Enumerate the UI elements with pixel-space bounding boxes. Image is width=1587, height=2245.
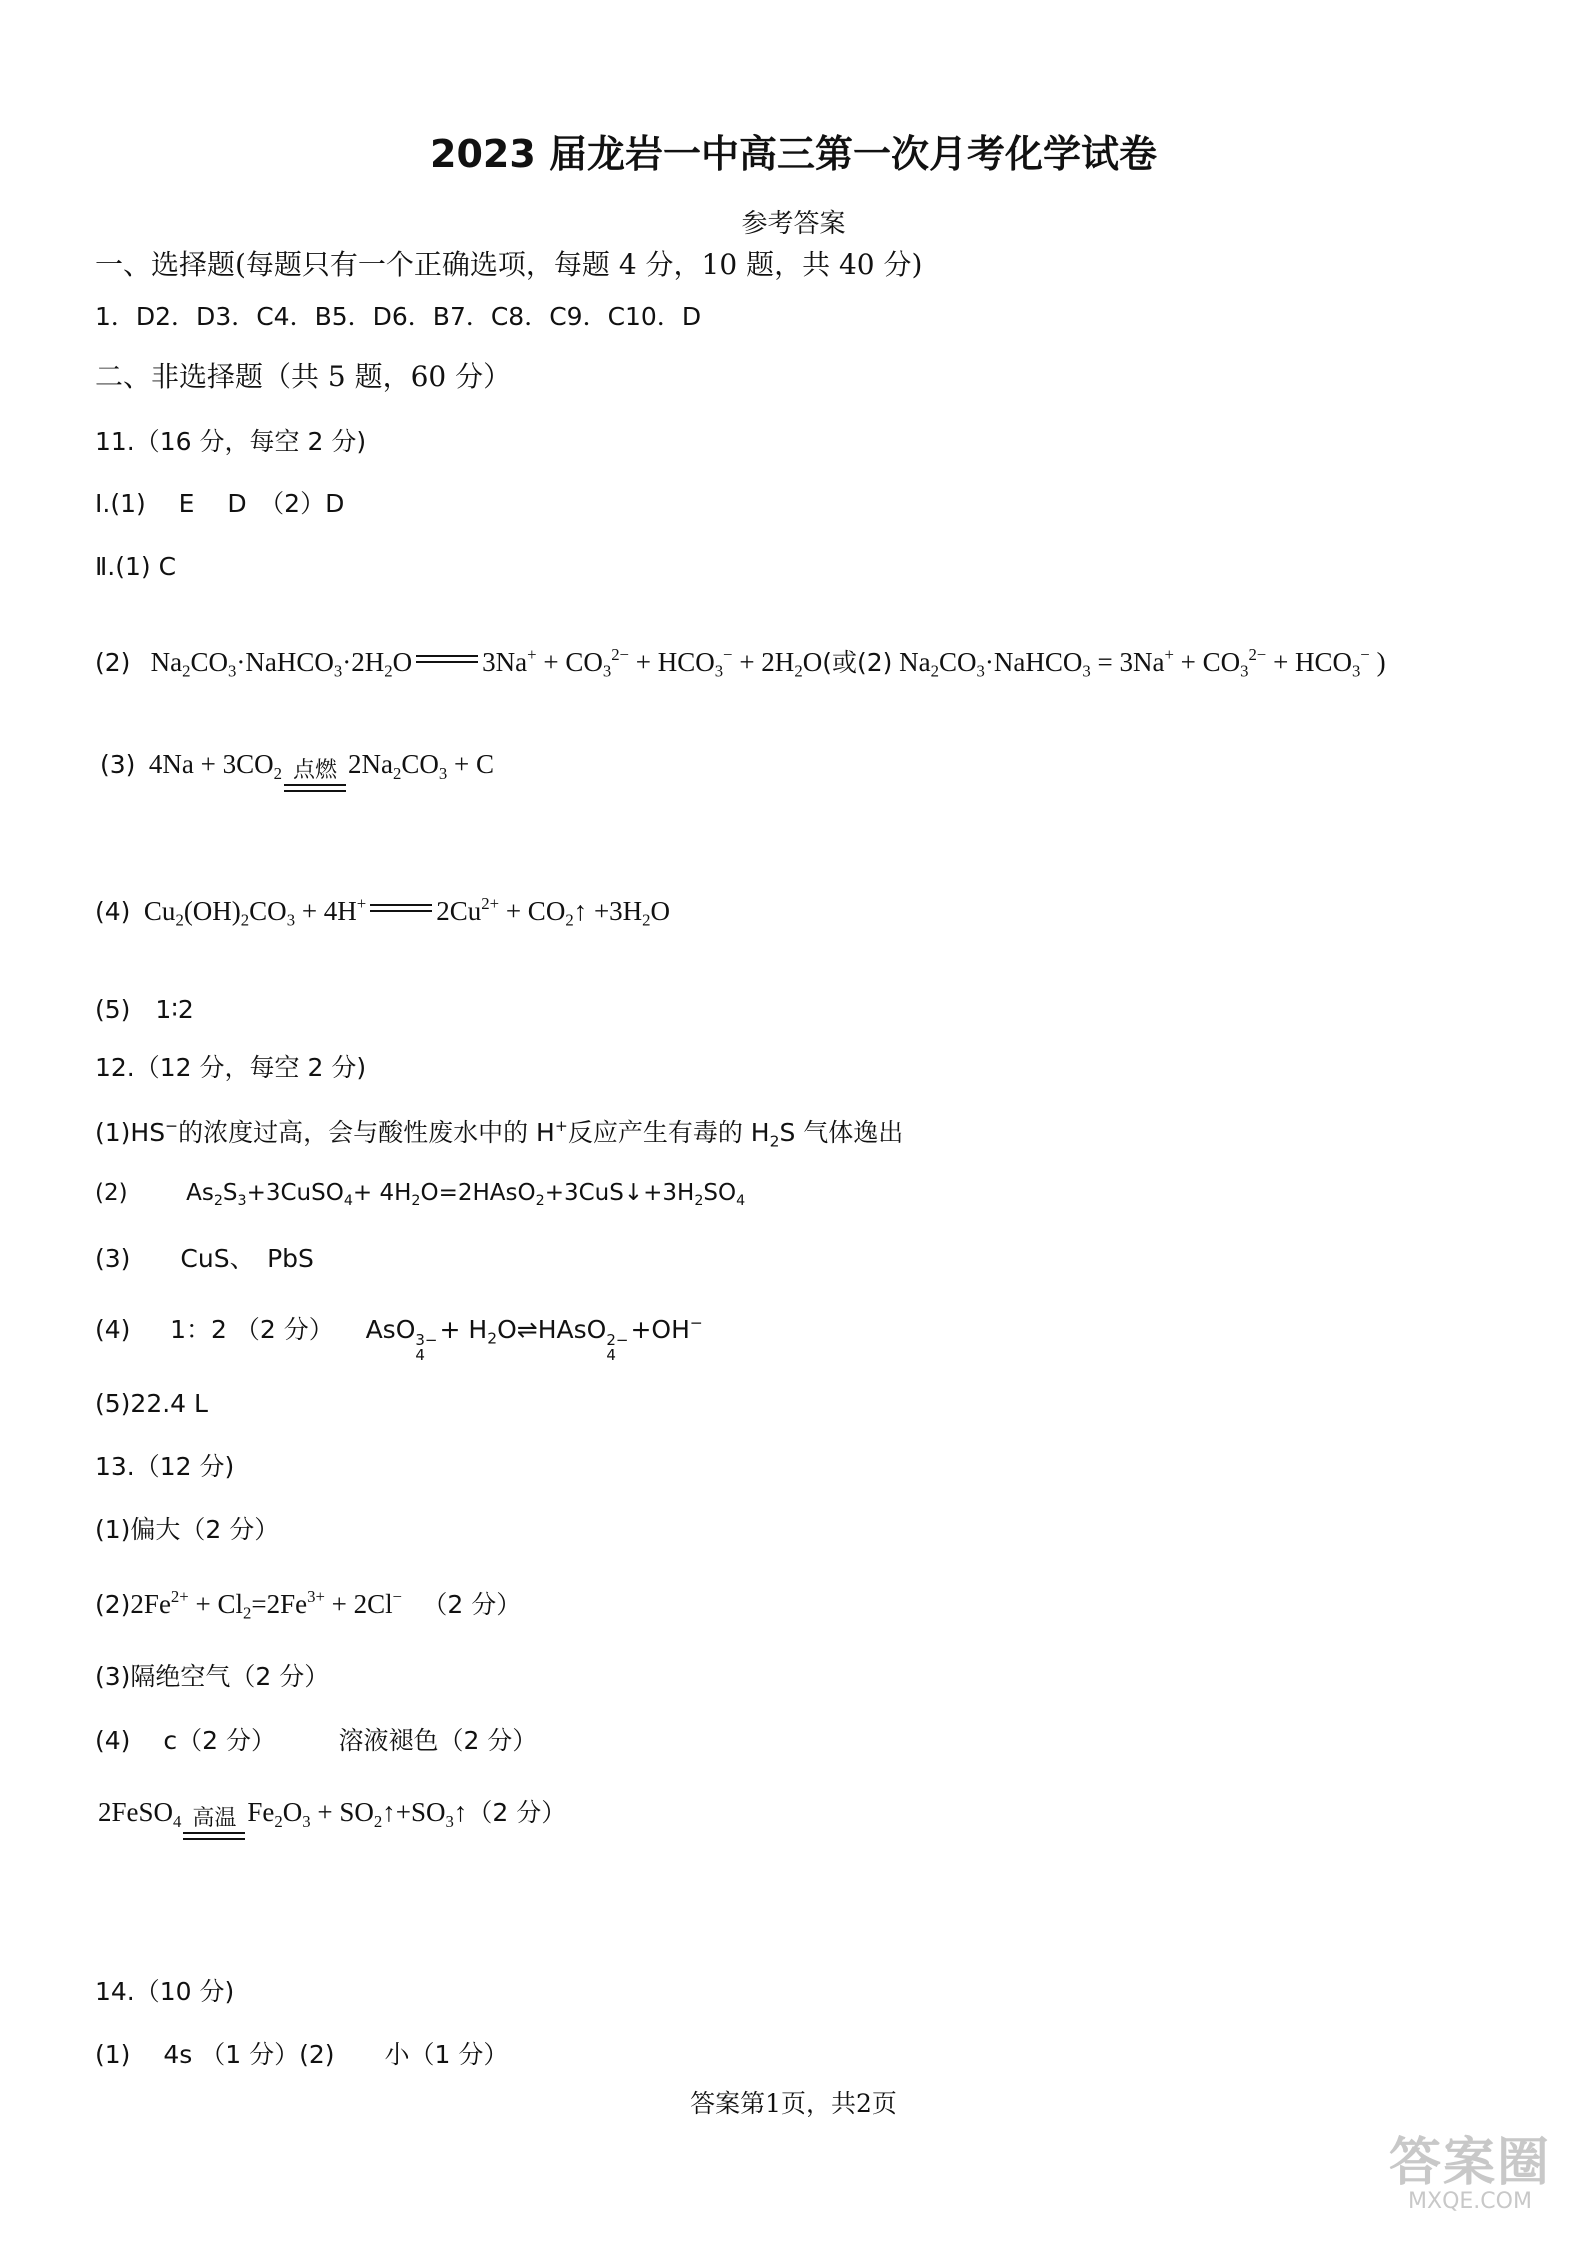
q13-equation-5: 2FeSO$_4$ 高温 $Fe_2O_3$ + $SO_2↑+SO_3↑(2$ 分） bbox=[98, 1798, 566, 1840]
q12-l1c: 反应产生有毒的 H bbox=[567, 1118, 770, 1148]
watermark-logo bbox=[1365, 2133, 1575, 2237]
mc-answers: 1．D2．D3．C4．B5．D6．B7．C8．C9．C10．D bbox=[95, 302, 702, 331]
q11-eq2-label: (2) bbox=[95, 647, 131, 677]
q12-eq4-label: (4) bbox=[95, 1315, 131, 1345]
watermark-text: 答案圈 bbox=[1388, 2133, 1551, 2193]
q11-part1: Ⅰ.(1) E D （2）D bbox=[95, 489, 345, 518]
q11-eq4-label: (4) bbox=[95, 896, 131, 926]
q11-equation-3: (3) $4Na + 3CO_2$ 点燃 $2Na_2CO_3 + C$ bbox=[100, 750, 494, 792]
q12-equation-2: (2) $As_2S_3+3CuSO_4+$ $4H_2O=2HAsO_2+3CuS↓+3H_2SO_4$ bbox=[95, 1180, 746, 1209]
page-title: 2023 届龙岩一中高三第一次月考化学试卷 bbox=[430, 132, 1157, 176]
q12-part3: (3) CuS、 PbS bbox=[95, 1244, 314, 1273]
q13-part4: (4) c（2 分） 溶液褪色（2 分） bbox=[95, 1726, 538, 1755]
q11-part5: (5) 1∶2 bbox=[95, 995, 194, 1024]
q11-eq2-or: (或(2) bbox=[822, 647, 893, 677]
q12-ratio: 1：2 （2 分） bbox=[170, 1315, 334, 1345]
q13-heading: 13.（12 分) bbox=[95, 1452, 235, 1481]
q12-part5: (5)22.4 L bbox=[95, 1389, 208, 1418]
q14-heading: 14.（10 分) bbox=[95, 1977, 235, 2006]
q13-equation-2: $(2)2Fe^{2+} + Cl_2=2Fe^{3+} + 2Cl^-$ （2 分） bbox=[95, 1587, 522, 1623]
q13-part1: (1)偏大（2 分） bbox=[95, 1515, 280, 1544]
q11-equation-2: (2) $Na_2CO_3\cdot NaHCO_3\cdot 2H_2O$ $3Na^+ + CO_3^{2-} + HCO_3^- + 2H_2O$(或(2) $Na_2CO_3\cdot NaHCO_3 = 3Na^+ + CO_3^{2-} + HCO_3^-$ ) bbox=[95, 645, 1386, 681]
q12-part4: (4) 1：2 （2 分） AsO 3− 4 + $H_2O\rightleftharpoons HAsO$ 2− 4 +OH− bbox=[95, 1314, 703, 1364]
section2-heading: 二、非选择题（共 5 题，60 分） bbox=[95, 360, 512, 393]
q12-l1a: (1)HS bbox=[95, 1118, 166, 1148]
watermark-url: MXQE.COM bbox=[1408, 2189, 1532, 2214]
reaction-condition bbox=[183, 1808, 245, 1840]
section1-heading: 一、选择题(每题只有一个正确选项，每题 4 分，10 题，共 40 分) bbox=[95, 248, 923, 281]
page-subtitle: 参考答案 bbox=[741, 209, 846, 239]
q12-eq2-label: (2) bbox=[95, 1180, 128, 1206]
q13-eq2-score: （2 分） bbox=[422, 1589, 522, 1619]
q12-l1b: 的浓度过高，会与酸性废水中的 H bbox=[178, 1118, 555, 1148]
equals-sign bbox=[370, 904, 432, 912]
q12-l1d: S 气体逸出 bbox=[779, 1118, 904, 1148]
q11-heading: 11.（16 分，每空 2 分) bbox=[95, 427, 367, 456]
q11-eq3-label: (3) bbox=[100, 750, 136, 779]
q13-part3: (3)隔绝空气（2 分） bbox=[95, 1662, 330, 1691]
page-footer: 答案第1页，共2页 bbox=[690, 2089, 897, 2118]
condition-high-temp: 高温 bbox=[192, 1806, 237, 1832]
q13-eq2-label: (2) bbox=[95, 1589, 131, 1619]
q11-part2-1: Ⅱ.(1) C bbox=[95, 552, 177, 581]
q12-part1: (1)HS−的浓度过高，会与酸性废水中的 H+反应产生有毒的 $H_2S$ 气体逸出 bbox=[95, 1117, 904, 1151]
q11-equation-4: (4) $Cu_2(OH)_2CO_3 + 4H^+$ $2Cu^{2+}$ + $CO_2↑ +3H_2O$ bbox=[95, 894, 671, 930]
reaction-condition bbox=[284, 760, 346, 792]
equals-sign bbox=[416, 655, 478, 663]
q13-eq5-score: （2 分） bbox=[467, 1798, 567, 1827]
q12-heading: 12.（12 分，每空 2 分) bbox=[95, 1053, 367, 1082]
q14-part1: (1) 4s （1 分）(2) 小（1 分） bbox=[95, 2040, 509, 2069]
condition-ignite: 点燃 bbox=[293, 758, 338, 784]
